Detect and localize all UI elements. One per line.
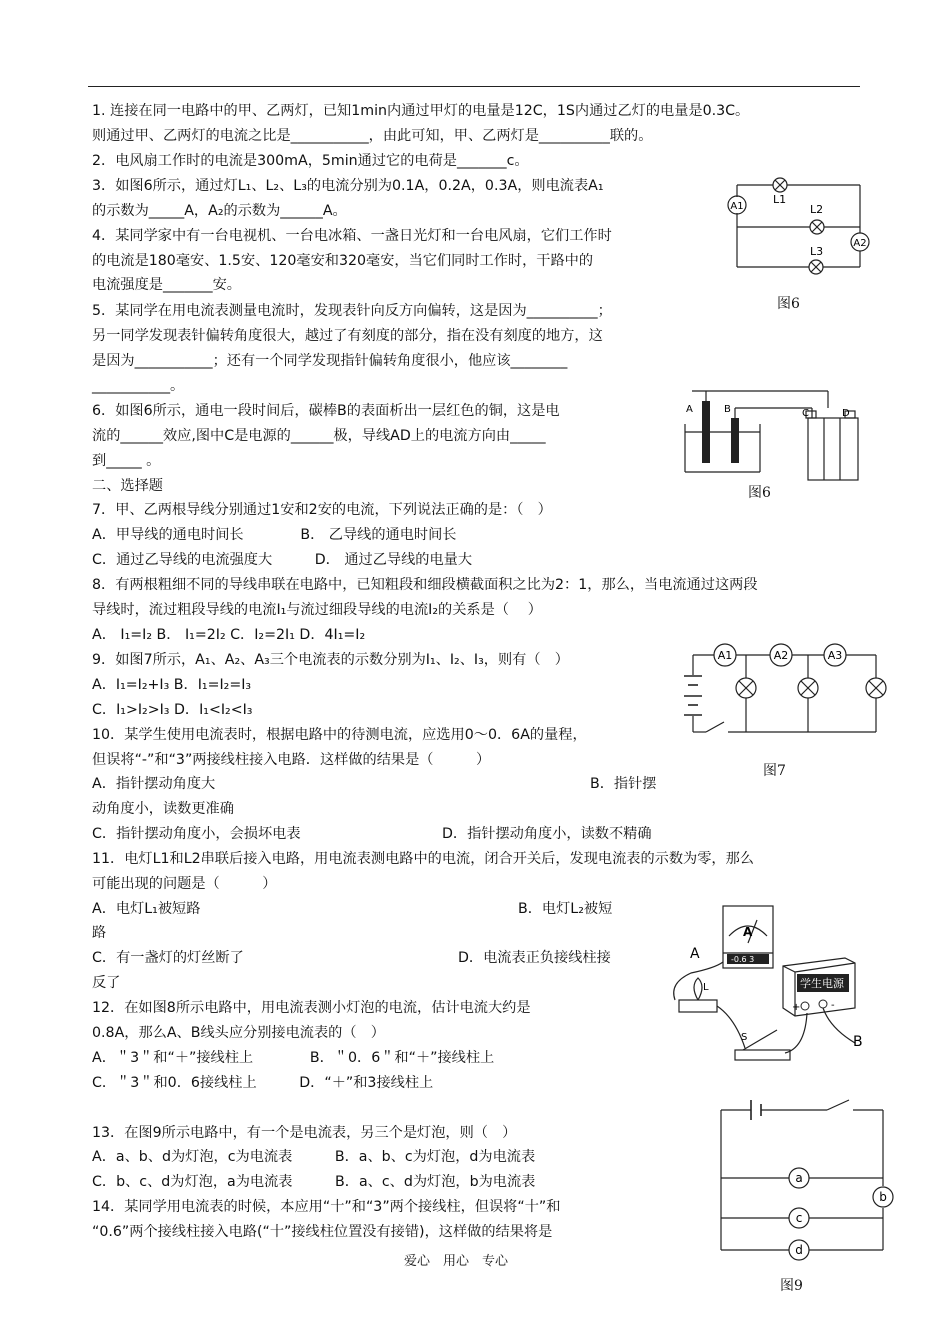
q11-option-c: C．有一盏灯的灯丝断了 xyxy=(92,950,244,966)
q8-options: A． I₁=I₂ B． I₁=2I₂ C．I₂=2I₁ D．4I₁=I₂ xyxy=(92,627,366,643)
q10-option-c: C．指针摆动角度小，会损坏电表 xyxy=(92,826,301,842)
fig9-element-c: c xyxy=(795,1211,803,1225)
fig6-terminal-c: C xyxy=(802,408,809,419)
fig8-minus: - xyxy=(831,1000,835,1011)
fig8-lead-b: B xyxy=(853,1034,863,1050)
q10-option-b: B．指针摆 xyxy=(590,776,657,792)
figure-9-circuit xyxy=(715,1098,900,1268)
fig9-element-a: a xyxy=(795,1171,803,1185)
q7-stem: 7．甲、乙两根导线分别通过1安和2安的电流，下列说法正确的是：（ ） xyxy=(92,502,552,518)
fig6-l3-label: L3 xyxy=(810,245,824,258)
q4-line3: 电流强度是_______安。 xyxy=(92,277,241,293)
q12-line1: 12．在如图8所示电路中，用电流表测小灯泡的电流，估计电流大约是 xyxy=(92,1000,531,1016)
q6-line2: 流的______效应,图中C是电源的______极，导线AD上的电流方向由_____ xyxy=(92,428,546,444)
fig8-lead-a: A xyxy=(690,946,700,962)
q9-stem: 9．如图7所示，A₁、A₂、A₃三个电流表的示数分别为I₁、I₂、I₃，则有（ ） xyxy=(92,652,569,668)
q10-option-a: A．指针摆动角度大 xyxy=(92,776,216,792)
q10-line1: 10．某学生使用电流表时，根据电路中的待测电流，应选用0～0．6A的量程， xyxy=(92,727,587,743)
q13-options-ab: A．a、b、d为灯泡，c为电流表 B．a、b、c为灯泡，d为电流表 xyxy=(92,1149,536,1165)
fig6-electrode-b: B xyxy=(724,404,731,415)
q7-options-ab: A．甲导线的通电时间长 B． 乙导线的通电时间长 xyxy=(92,527,457,543)
fig6-a1-label: A1 xyxy=(730,201,744,212)
q12-line2: 0.8A，那么A、B线头应分别接电流表的（ ） xyxy=(92,1025,385,1041)
fig7-a1-label: A1 xyxy=(717,649,733,662)
figure-7-circuit xyxy=(678,640,893,745)
fig9-element-b: b xyxy=(879,1190,887,1204)
q6-line1: 6．如图6所示，通电一段时间后，碳棒B的表面析出一层红色的铜，这是电 xyxy=(92,403,560,419)
fig7-a3-label: A3 xyxy=(827,649,843,662)
q1-line2: 则通过甲、乙两灯的电流之比是___________，由此可知，甲、乙两灯是__________联的。 xyxy=(92,128,653,144)
q2-line: 2．电风扇工作时的电流是300mA，5min通过它的电荷是_______c。 xyxy=(92,153,529,169)
fig6-electrode-a: A xyxy=(686,404,693,415)
fig6-a2-label: A2 xyxy=(853,238,867,249)
q5-line4: ___________。 xyxy=(92,378,185,394)
q1-line1: 1. 连接在同一电路中的甲、乙两灯，已知1min内通过甲灯的电量是12C，1S内通过乙灯的电量是0.3C。 xyxy=(92,103,750,119)
q14-line2: “0.6”两个接线柱接入电路(“十”接线柱位置没有接错)，这样做的结果将是 xyxy=(92,1224,553,1240)
q3-line1: 3．如图6所示，通过灯L₁、L₂、L₃的电流分别为0.1A，0.2A，0.3A，则电流表A₁ xyxy=(92,178,604,194)
q13-options-cd: C．b、c、d为灯泡，a为电流表 B．a、c、d为灯泡，b为电流表 xyxy=(92,1174,536,1190)
header-rule xyxy=(88,86,860,87)
fig6-terminal-d: D xyxy=(842,408,850,419)
q9-options-cd: C．I₁>I₂>I₃ D．I₁<I₂<I₃ xyxy=(92,702,253,718)
q10-option-d: D．指针摆动角度小，读数不精确 xyxy=(442,826,652,842)
q11-option-b: B．电灯L₂被短 xyxy=(518,901,613,917)
q4-line1: 4．某同学家中有一台电视机、一台电冰箱、一盏日光灯和一台电风扇，它们工作时 xyxy=(92,228,612,244)
q5-line3: 是因为___________；还有一个同学发现指针偏转角度很小，他应该________ xyxy=(92,353,568,369)
fig8-switch-s: S xyxy=(741,1032,748,1043)
q5-line1: 5．某同学在用电流表测量电流时，发现表针向反方向偏转，这是因为__________； xyxy=(92,303,612,319)
q3-line2: 的示数为_____A，A₂的示数为______A。 xyxy=(92,203,347,219)
q13-stem: 13．在图9所示电路中，有一个是电流表，另三个是灯泡，则（ ） xyxy=(92,1125,517,1141)
figure-6-circuit xyxy=(715,165,875,285)
page-footer: 爱心 用心 专心 xyxy=(404,1254,509,1269)
q11-line2: 可能出现的问题是（ ） xyxy=(92,876,277,892)
fig7-a2-label: A2 xyxy=(773,649,789,662)
fig8-meter-a: A xyxy=(743,925,753,939)
q12-options-ab: A．＂3＂和“＋”接线柱上 B．＂0．6＂和“＋”接线柱上 xyxy=(92,1050,495,1066)
q6-line3: 到_____ 。 xyxy=(92,453,161,469)
fig8-power-label: 学生电源 xyxy=(800,977,844,990)
q11-option-b-cont: 路 xyxy=(92,925,107,941)
q8-line2: 导线时，流过粗段导线的电流I₁与流过细段导线的电流I₂的关系是（ ） xyxy=(92,602,542,618)
q11-option-d: D．电流表正负接线柱接 xyxy=(458,950,611,966)
q9-options-ab: A．I₁=I₂+I₃ B．I₁=I₂=I₃ xyxy=(92,677,252,693)
fig6-l2-label: L2 xyxy=(810,203,824,216)
fig9-element-d: d xyxy=(795,1243,803,1257)
fig8-lamp-l: L xyxy=(703,982,709,993)
q11-line1: 11．电灯L1和L2串联后接入电路，用电流表测电路中的电流，闭合开关后，发现电流表的示数为零，那么 xyxy=(92,851,754,867)
q10-option-b-cont: 动角度小，读数更准确 xyxy=(92,801,234,817)
q14-line1: 14．某同学用电流表的时候，本应用“十”和“3”两个接线柱，但误将“十”和 xyxy=(92,1199,561,1215)
fig9-caption: 图9 xyxy=(780,1278,803,1294)
fig7-caption: 图7 xyxy=(763,763,786,779)
q7-options-cd: C．通过乙导线的电流强度大 D． 通过乙导线的电量大 xyxy=(92,552,473,568)
fig6-l1-label: L1 xyxy=(773,193,787,206)
q4-line2: 的电流是180毫安、1.5安、120毫安和320毫安，当它们同时工作时，干路中的 xyxy=(92,253,594,269)
figure-6-electrolysis xyxy=(680,386,870,486)
figure-8-apparatus xyxy=(665,898,875,1073)
fig6-caption-top: 图6 xyxy=(777,296,800,312)
q10-line2: 但误将“-”和“3”两接线柱接入电路．这样做的结果是（ ） xyxy=(92,752,491,768)
q11-option-d-cont: 反了 xyxy=(92,975,121,991)
q11-option-a: A．电灯L₁被短路 xyxy=(92,901,201,917)
section-heading: 二、选择题 xyxy=(92,478,163,494)
fig6-caption-bottom: 图6 xyxy=(748,485,771,501)
fig8-scale: -0.6 3 xyxy=(731,955,755,964)
q5-line2: 另一同学发现表针偏转角度很大，越过了有刻度的部分，指在没有刻度的地方，这 xyxy=(92,328,603,344)
fig8-plus: + xyxy=(792,1002,801,1013)
q12-options-cd: C．＂3＂和0．6接线柱上 D．“＋”和3接线柱上 xyxy=(92,1075,434,1091)
q8-line1: 8．有两根粗细不同的导线串联在电路中，已知粗段和细段横截面积之比为2：1，那么，当电流通过这两段 xyxy=(92,577,758,593)
